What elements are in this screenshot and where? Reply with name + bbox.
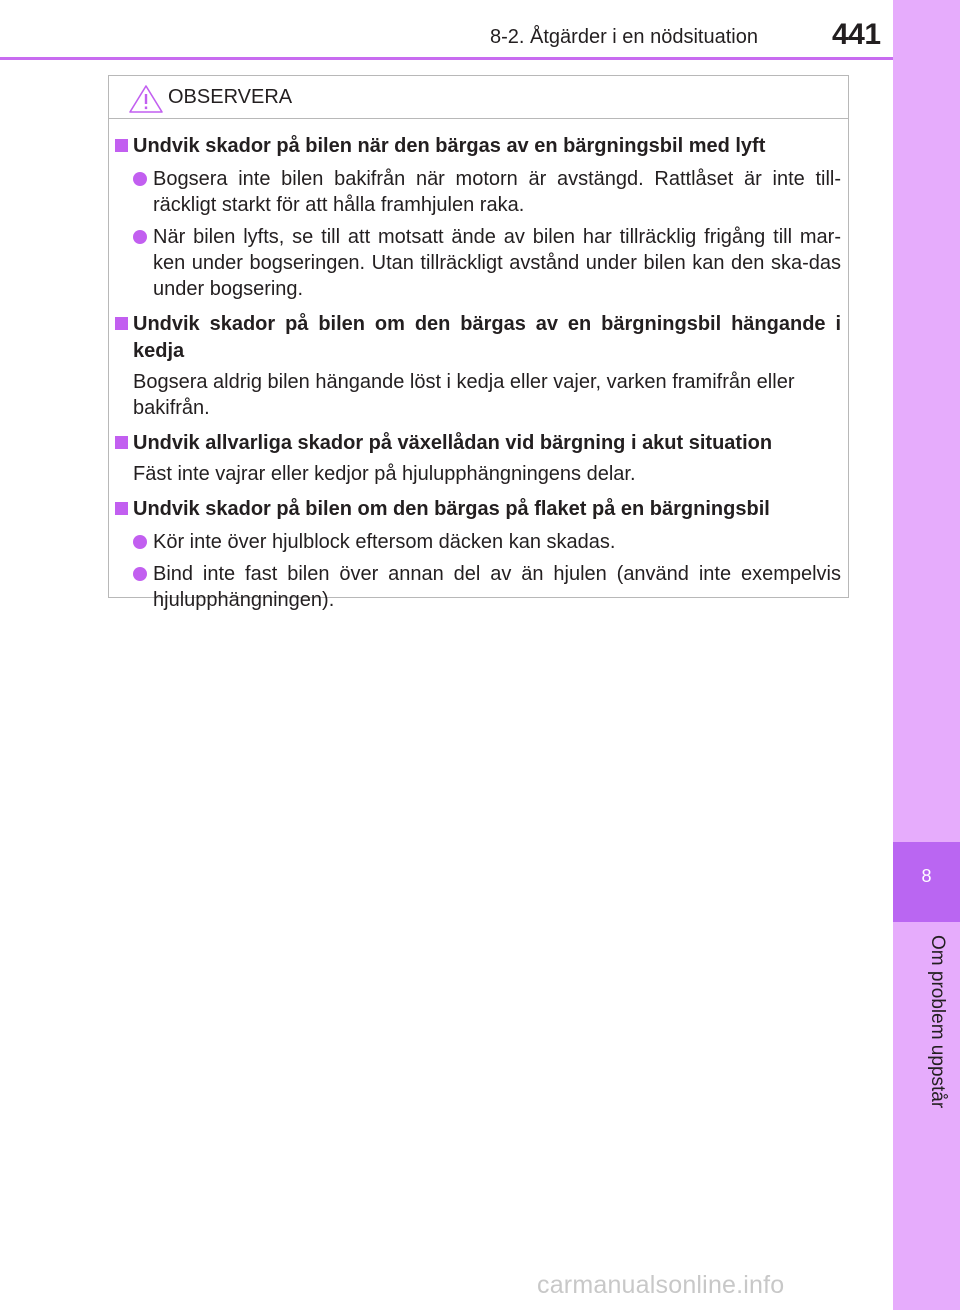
section-heading-text: Undvik allvarliga skador på växellådan vid bärgning i akut situation	[133, 432, 773, 454]
bullet-text: Kör inte över hjulblock eftersom däcken kan skadas.	[153, 531, 616, 553]
circle-bullet-icon	[133, 172, 147, 186]
circle-bullet-icon	[133, 567, 147, 581]
notice-box	[108, 75, 849, 611]
section-heading	[114, 496, 841, 523]
notice-section	[114, 133, 841, 302]
section-text: Bogsera aldrig bilen hängande löst i kedja eller vajer, varken framifrån eller bakifrån.	[133, 371, 795, 419]
bullet-item	[114, 529, 841, 555]
header-divider	[0, 57, 893, 60]
square-bullet-icon	[115, 436, 128, 449]
circle-bullet-icon	[133, 230, 147, 244]
chapter-number-tab[interactable]: 8	[893, 842, 960, 922]
notice-section	[114, 496, 841, 613]
square-bullet-icon	[115, 502, 128, 515]
section-title: 8-2. Åtgärder i en nödsituation	[490, 26, 758, 48]
chapter-side-tab	[893, 0, 960, 1310]
page-number: 441	[832, 18, 881, 51]
bullet-text: Bind inte fast bilen över annan del av än hjulen (använd inte exempelvis hjulupphängningen).	[153, 563, 841, 611]
bullet-text: När bilen lyfts, se till att motsatt ände av bilen har tillräcklig frigång till mar-ken under bogseringen. Utan tillräckligt avstånd under bilen kan den ska-das under bogsering.	[153, 226, 841, 300]
circle-bullet-icon	[133, 535, 147, 549]
bullet-item	[114, 224, 841, 302]
section-heading	[114, 311, 841, 365]
watermark[interactable]: carmanualsonline.info	[537, 1271, 785, 1299]
square-bullet-icon	[115, 139, 128, 152]
notice-content	[114, 133, 841, 622]
section-text: Fäst inte vajrar eller kedjor på hjulupphängningens delar.	[133, 463, 636, 485]
notice-section	[114, 430, 841, 487]
warning-triangle-icon	[128, 84, 164, 114]
section-heading	[114, 133, 841, 160]
section-heading-text: Undvik skador på bilen om den bärgas av en bärgningsbil hängande i kedja	[133, 313, 841, 362]
section-heading	[114, 430, 841, 457]
notice-header	[109, 76, 848, 119]
notice-title: OBSERVERA	[168, 86, 293, 108]
notice-section	[114, 311, 841, 421]
section-heading-text: Undvik skador på bilen om den bärgas på flaket på en bärgningsbil	[133, 498, 770, 520]
section-heading-text: Undvik skador på bilen när den bärgas av en bärgningsbil med lyft	[133, 135, 766, 157]
bullet-text: Bogsera inte bilen bakifrån när motorn är avstängd. Rattlåset är inte till-räckligt starkt för att hålla framhjulen raka.	[153, 168, 841, 216]
square-bullet-icon	[115, 317, 128, 330]
chapter-label: Om problem uppstår	[927, 935, 948, 1109]
bullet-item	[114, 561, 841, 613]
bullet-item	[114, 166, 841, 218]
